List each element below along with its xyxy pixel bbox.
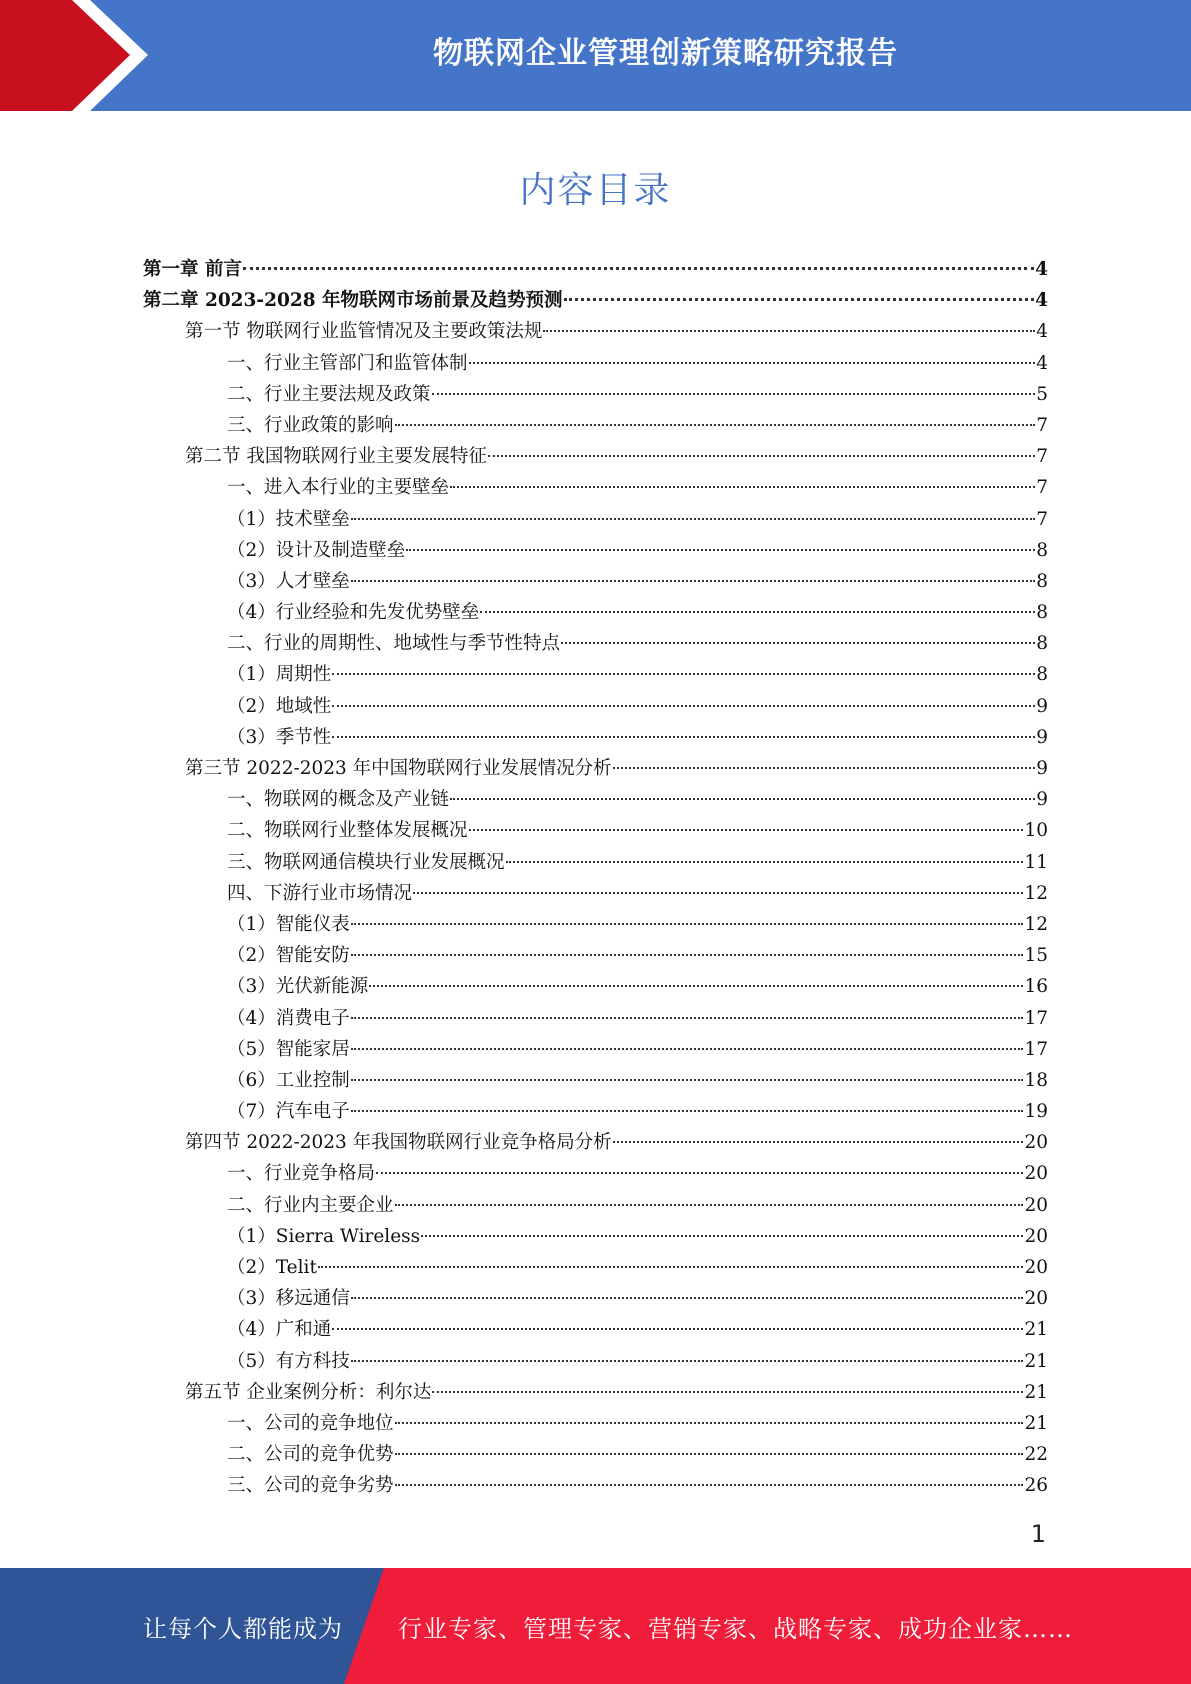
toc-entry-label: （2）地域性	[227, 695, 332, 717]
toc-entry-page: 7	[1036, 508, 1048, 530]
toc-dot-leader	[369, 985, 1023, 987]
toc-entry[interactable]	[143, 597, 1048, 628]
toc-dot-leader	[332, 673, 1035, 675]
toc-dot-leader	[613, 1141, 1024, 1143]
toc-entry-label: （3）季节性	[227, 726, 332, 748]
toc-dot-leader	[351, 518, 1035, 520]
toc-entry-label: （1）周期性	[227, 664, 332, 686]
page-number: 1	[1030, 1520, 1046, 1548]
toc-entry-page: 15	[1024, 945, 1048, 967]
toc-dot-leader	[351, 923, 1024, 925]
toc-entry-page: 21	[1024, 1412, 1048, 1434]
toc-entry-page: 7	[1036, 477, 1048, 499]
toc-entry[interactable]	[143, 316, 1048, 347]
toc-entry[interactable]	[143, 535, 1048, 566]
toc-entry[interactable]	[143, 254, 1048, 285]
toc-entry-label: 第一节 物联网行业监管情况及主要政策法规	[185, 321, 543, 343]
toc-entry-page: 8	[1036, 664, 1048, 686]
toc-entry-page: 9	[1036, 789, 1048, 811]
toc-dot-leader	[351, 1048, 1024, 1050]
toc-entry-page: 17	[1024, 1007, 1048, 1029]
toc-entry[interactable]	[143, 878, 1048, 909]
toc-entry-label: 二、行业内主要企业	[227, 1194, 394, 1216]
toc-entry[interactable]	[143, 1314, 1048, 1345]
toc-entry-page: 20	[1024, 1288, 1048, 1310]
toc-dot-leader	[561, 642, 1035, 644]
toc-entry-page: 11	[1024, 851, 1048, 873]
toc-entry[interactable]	[143, 566, 1048, 597]
toc-entry-page: 20	[1024, 1225, 1048, 1247]
toc-dot-leader	[543, 330, 1035, 332]
toc-entry[interactable]	[143, 659, 1048, 690]
toc-entry[interactable]	[143, 379, 1048, 410]
report-title: 物联网企业管理创新策略研究报告	[433, 36, 898, 71]
toc-entry-label: 一、行业主管部门和监管体制	[227, 352, 468, 374]
toc-entry[interactable]	[143, 1096, 1048, 1127]
toc-entry-label: 一、行业竞争格局	[227, 1163, 376, 1185]
toc-entry-label: （4）行业经验和先发优势壁垒	[227, 602, 480, 624]
toc-entry-page: 9	[1036, 695, 1048, 717]
toc-entry[interactable]	[143, 1190, 1048, 1221]
toc-dot-leader	[351, 1360, 1024, 1362]
toc-entry-label: （1）Sierra Wireless	[227, 1225, 421, 1247]
toc-entry-page: 9	[1036, 758, 1048, 779]
toc-entry[interactable]	[143, 472, 1048, 503]
toc-entry-page: 9	[1036, 726, 1048, 748]
footer-slogan-left: 让每个人都能成为	[143, 1614, 343, 1643]
toc-entry[interactable]	[143, 441, 1048, 472]
toc-entry-label: （5）有方科技	[227, 1350, 350, 1372]
toc-entry-page: 20	[1024, 1163, 1048, 1185]
toc-entry[interactable]	[143, 722, 1048, 753]
toc-entry-page: 19	[1024, 1101, 1048, 1123]
toc-entry-page: 8	[1036, 570, 1048, 592]
footer-slogan-right: 行业专家、管理专家、营销专家、战略专家、成功企业家……	[398, 1614, 1073, 1643]
toc-dot-leader	[332, 736, 1035, 738]
toc-entry-label: 第二节 我国物联网行业主要发展特征	[185, 446, 487, 468]
toc-entry-page: 18	[1024, 1069, 1048, 1091]
toc-entry-page: 20	[1024, 1194, 1048, 1216]
toc-dot-leader	[421, 1235, 1023, 1237]
toc-entry-page: 12	[1024, 913, 1048, 935]
toc-entry-label: 一、物联网的概念及产业链	[227, 789, 450, 811]
toc-dot-leader	[564, 298, 1035, 301]
toc-entry[interactable]	[143, 753, 1048, 784]
toc-entry[interactable]	[143, 1377, 1048, 1408]
toc-dot-leader	[351, 1110, 1024, 1112]
toc-dot-leader	[376, 1172, 1023, 1174]
toc-dot-leader	[506, 861, 1024, 863]
toc-dot-leader	[395, 1484, 1024, 1486]
toc-entry-page: 4	[1036, 352, 1048, 374]
toc-dot-leader	[351, 1079, 1024, 1081]
toc-entry-page: 7	[1036, 414, 1048, 436]
toc-entry-label: （1）智能仪表	[227, 913, 350, 935]
toc-dot-leader	[406, 549, 1035, 551]
toc-entry-page: 5	[1036, 383, 1048, 405]
toc-entry[interactable]	[143, 1252, 1048, 1283]
toc-entry[interactable]	[143, 691, 1048, 722]
toc-dot-leader	[488, 455, 1035, 457]
page-header	[0, 0, 1191, 111]
toc-dot-leader	[351, 580, 1035, 582]
toc-dot-leader	[432, 1391, 1023, 1393]
toc-entry-page: 8	[1036, 633, 1048, 655]
toc-dot-leader	[450, 486, 1035, 488]
toc-entry-page: 7	[1036, 446, 1048, 468]
toc-entry[interactable]	[143, 1470, 1048, 1501]
toc-entry-label: （3）光伏新能源	[227, 976, 369, 998]
toc-entry-page: 21	[1024, 1319, 1048, 1341]
toc-dot-leader	[351, 1297, 1024, 1299]
toc-entry[interactable]	[143, 909, 1048, 940]
toc-dot-leader	[318, 1266, 1024, 1268]
toc-entry-page: 20	[1024, 1257, 1048, 1278]
toc-entry[interactable]	[143, 410, 1048, 441]
toc-entry[interactable]	[143, 1283, 1048, 1314]
toc-entry-label: （2）智能安防	[227, 945, 350, 967]
toc-entry[interactable]	[143, 1346, 1048, 1377]
toc-entry-label: 第四节 2022-2023 年我国物联网行业竞争格局分析	[185, 1132, 612, 1154]
toc-entry[interactable]	[143, 1034, 1048, 1065]
toc-entry-label: 三、物联网通信模块行业发展概况	[227, 851, 505, 873]
toc-entry[interactable]	[143, 1408, 1048, 1439]
page-footer	[0, 1568, 1191, 1684]
toc-entry-label: 一、进入本行业的主要壁垒	[227, 477, 450, 499]
toc-entry-label: 三、公司的竞争劣势	[227, 1475, 394, 1497]
toc-entry[interactable]	[143, 1003, 1048, 1034]
toc-entry-page: 17	[1024, 1038, 1048, 1060]
toc-entry[interactable]	[143, 1127, 1048, 1158]
toc-entry-label: （4）广和通	[227, 1319, 332, 1341]
toc-dot-leader	[332, 1328, 1023, 1330]
toc-entry[interactable]	[143, 784, 1048, 815]
toc-dot-leader	[332, 705, 1035, 707]
toc-entry[interactable]	[143, 628, 1048, 659]
toc-entry-label: （2）Telit	[227, 1257, 317, 1278]
toc-entry-label: 第五节 企业案例分析：利尔达	[185, 1381, 432, 1403]
toc-entry[interactable]	[143, 847, 1048, 878]
toc-entry-label: 二、行业的周期性、地域性与季节性特点	[227, 633, 561, 655]
toc-dot-leader	[469, 362, 1036, 364]
toc-entry[interactable]	[143, 1439, 1048, 1470]
toc-entry-page: 22	[1024, 1444, 1048, 1466]
toc-entry-label: 四、下游行业市场情况	[227, 882, 413, 904]
toc-entry-label: （4）消费电子	[227, 1007, 350, 1029]
toc-dot-leader	[613, 767, 1036, 769]
toc-dot-leader	[395, 424, 1036, 426]
toc-entry-page: 8	[1036, 602, 1048, 624]
toc-entry-label: （5）智能家居	[227, 1038, 350, 1060]
toc-entry-page: 21	[1024, 1381, 1048, 1403]
toc-entry-page: 20	[1024, 1132, 1048, 1154]
toc-entry-label: （6）工业控制	[227, 1069, 350, 1091]
toc-dot-leader	[432, 393, 1036, 395]
toc-entry-label: （3）人才壁垒	[227, 570, 350, 592]
toc-entry-page: 4	[1035, 290, 1048, 312]
toc-dot-leader	[480, 611, 1035, 613]
toc-dot-leader	[413, 892, 1023, 894]
toc-entry-label: 第二章 2023-2028 年物联网市场前景及趋势预测	[143, 290, 563, 312]
toc-entry-label: 二、物联网行业整体发展概况	[227, 820, 468, 842]
toc-entry-page: 8	[1036, 539, 1048, 561]
toc-dot-leader	[243, 267, 1034, 270]
toc-dot-leader	[395, 1453, 1024, 1455]
toc-entry-label: 一、公司的竞争地位	[227, 1412, 394, 1434]
table-of-contents	[143, 254, 1048, 1502]
toc-entry[interactable]	[143, 940, 1048, 971]
toc-entry[interactable]	[143, 348, 1048, 379]
toc-entry-label: 第一章 前言	[143, 259, 242, 280]
toc-dot-leader	[450, 798, 1035, 800]
toc-entry-label: （3）移远通信	[227, 1288, 350, 1310]
toc-entry[interactable]	[143, 285, 1048, 316]
toc-entry-page: 21	[1024, 1350, 1048, 1372]
toc-entry[interactable]	[143, 815, 1048, 846]
toc-entry-page: 26	[1024, 1475, 1048, 1497]
toc-entry-label: 第三节 2022-2023 年中国物联网行业发展情况分析	[185, 758, 612, 779]
toc-heading: 内容目录	[519, 170, 672, 211]
toc-entry-page: 4	[1035, 259, 1048, 280]
toc-entry[interactable]	[143, 1158, 1048, 1189]
toc-entry[interactable]	[143, 971, 1048, 1002]
toc-entry[interactable]	[143, 504, 1048, 535]
toc-dot-leader	[395, 1422, 1024, 1424]
toc-entry[interactable]	[143, 1065, 1048, 1096]
toc-dot-leader	[351, 954, 1024, 956]
toc-entry-page: 10	[1024, 820, 1048, 842]
toc-entry-label: （1）技术壁垒	[227, 508, 350, 530]
toc-entry[interactable]	[143, 1221, 1048, 1252]
toc-entry-page: 16	[1024, 976, 1048, 998]
toc-dot-leader	[351, 1017, 1024, 1019]
toc-entry-label: （7）汽车电子	[227, 1101, 350, 1123]
toc-entry-label: （2）设计及制造壁垒	[227, 539, 406, 561]
toc-entry-page: 12	[1024, 882, 1048, 904]
toc-dot-leader	[395, 1204, 1024, 1206]
toc-entry-page: 4	[1036, 321, 1048, 343]
toc-entry-label: 二、公司的竞争优势	[227, 1444, 394, 1466]
toc-entry-label: 三、行业政策的影响	[227, 414, 394, 436]
toc-dot-leader	[469, 829, 1024, 831]
toc-entry-label: 二、行业主要法规及政策	[227, 383, 431, 405]
